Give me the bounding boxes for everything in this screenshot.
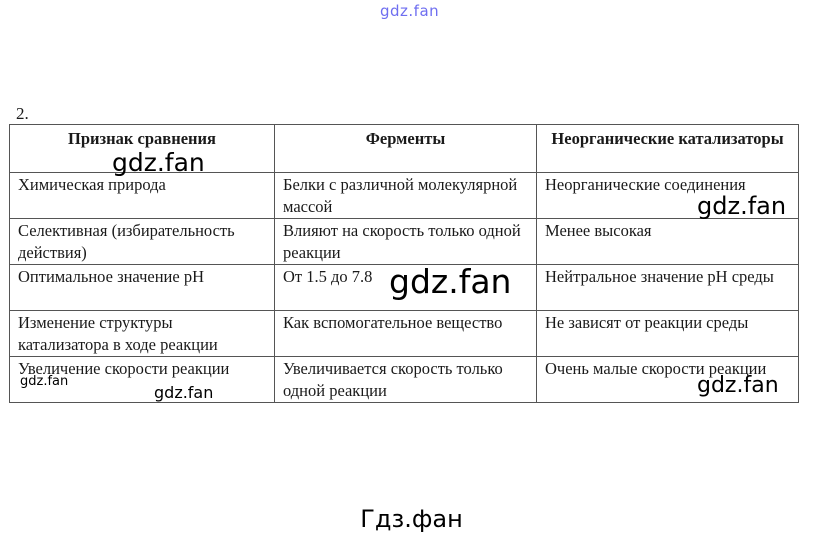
header-criterion: Признак сравнения: [10, 125, 275, 173]
header-enzymes: Ферменты: [275, 125, 537, 173]
table-cell: Увеличивается скорость только одной реакции: [275, 357, 537, 403]
watermark: gdz.fan: [154, 383, 214, 402]
table-cell: Белки с различной молекулярной массой: [275, 173, 537, 219]
watermark: gdz.fan: [697, 373, 779, 398]
table-cell: Химическая природа: [10, 173, 275, 219]
table-cell: Нейтральное значение pH среды: [537, 265, 799, 311]
table-cell: Влияют на скорость только одной реакции: [275, 219, 537, 265]
watermark: gdz.fan: [389, 262, 512, 301]
table-row: [10, 311, 799, 357]
footer-watermark: Гдз.фан: [360, 505, 463, 533]
table-cell: От 1.5 до 7.8: [275, 265, 537, 311]
table-cell: Неорганические соединения: [537, 173, 799, 219]
table-cell: Увеличение скорости реакции: [10, 357, 275, 403]
table-cell: Изменение структуры катализатора в ходе реакции: [10, 311, 275, 357]
table-cell: Очень малые скорости реакции: [537, 357, 799, 403]
table-cell: Не зависят от реакции среды: [537, 311, 799, 357]
table-cell: Селективная (избирательность действия): [10, 219, 275, 265]
watermark: gdz.fan: [697, 192, 787, 220]
table-row: [10, 219, 799, 265]
table-row: [10, 173, 799, 219]
task-number: 2.: [16, 104, 29, 123]
table-cell: Как вспомогательное вещество: [275, 311, 537, 357]
header-inorganic-catalysts: Неорганические катализаторы: [537, 125, 799, 173]
table-cell: Менее высокая: [537, 219, 799, 265]
watermark-top: gdz.fan: [380, 2, 440, 20]
watermark: gdz.fan: [112, 148, 205, 177]
watermark: gdz.fan: [20, 374, 69, 389]
table-row: [10, 357, 799, 403]
table-cell: Оптимальное значение pH: [10, 265, 275, 311]
